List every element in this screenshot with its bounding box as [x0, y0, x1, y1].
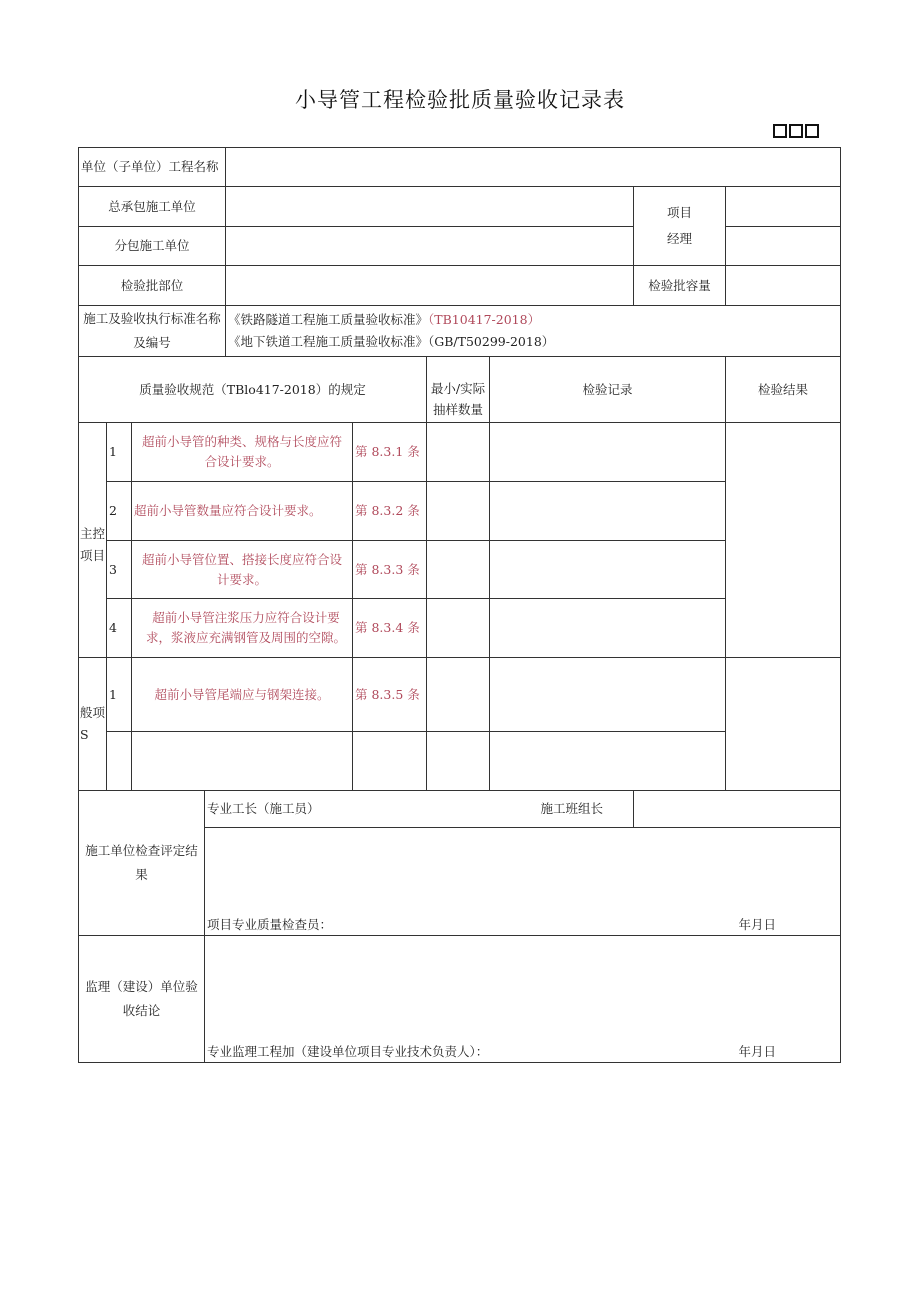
- team-leader-label: 施工班组长: [540, 801, 603, 816]
- general-result-field[interactable]: [725, 657, 841, 791]
- inspection-part-field[interactable]: [225, 265, 634, 306]
- main-item-clause: 第 8.3.4 条: [352, 598, 427, 658]
- main-control-result-field[interactable]: [725, 422, 841, 658]
- general-label: 般项 S: [78, 657, 107, 791]
- batch-capacity-label: 检验批容量: [633, 265, 726, 306]
- main-item-sample-field[interactable]: [426, 540, 490, 599]
- main-item-sample-field[interactable]: [426, 598, 490, 658]
- standard-label: 施工及验收执行标准名称 及编号: [78, 305, 226, 357]
- sub-contractor-label: 分包施工单位: [78, 226, 226, 266]
- standard-2: 《地下铁道工程施工质量验收标准》（GB/T50299-2018）: [228, 334, 555, 349]
- main-item-text: 超前小导管数量应符合设计要求。: [131, 481, 353, 541]
- general-item-sample-field[interactable]: [426, 657, 490, 732]
- engineer-label: 专业监理工程加（建设单位项目专业技术负责人）：: [207, 1044, 489, 1059]
- main-item-text: 超前小导管注浆压力应符合设计要求，浆液应充满钢管及周围的空隙。: [131, 598, 353, 658]
- form-code-boxes: [773, 124, 819, 138]
- contractor-date-label: 年月日: [738, 917, 776, 932]
- main-item-clause: 第 8.3.1 条: [352, 422, 427, 482]
- general-empty-clause[interactable]: [352, 731, 427, 791]
- main-item-no: 4: [106, 598, 132, 658]
- sub-contractor-field[interactable]: [225, 226, 634, 266]
- team-leader-field[interactable]: [633, 790, 841, 828]
- supervisor-conclusion-field[interactable]: [204, 935, 841, 1063]
- general-empty-text[interactable]: [131, 731, 353, 791]
- general-empty-no[interactable]: [106, 731, 132, 791]
- project-manager-field-2[interactable]: [725, 226, 841, 266]
- main-item-sample-field[interactable]: [426, 481, 490, 541]
- spec-column-header: 质量验收规范（TBlo417-2018）的规定: [78, 356, 427, 423]
- general-contractor-label: 总承包施工单位: [78, 186, 226, 227]
- general-item-no: 1: [106, 657, 132, 732]
- standards-field: [225, 305, 841, 357]
- main-item-clause: 第 8.3.3 条: [352, 540, 427, 599]
- sample-column-header: 最小/实际 抽样数量: [426, 356, 490, 423]
- main-item-record-field[interactable]: [489, 422, 726, 482]
- general-item-clause: 第 8.3.5 条: [352, 657, 427, 732]
- general-item-record-field[interactable]: [489, 657, 726, 732]
- general-contractor-field[interactable]: [225, 186, 634, 227]
- page-title: 小导管工程检验批质量验收记录表: [295, 88, 625, 112]
- unit-name-label: 单位（子单位）工程名称: [78, 147, 226, 187]
- standard-1-name: 《铁路隧道工程施工质量验收标准》: [228, 312, 429, 327]
- inspection-part-label: 检验批部位: [78, 265, 226, 306]
- main-item-text: 超前小导管的种类、规格与长度应符合设计要求。: [131, 422, 353, 482]
- main-item-no: 2: [106, 481, 132, 541]
- code-box[interactable]: [789, 124, 803, 138]
- standard-1-code: （TB10417-2018）: [428, 312, 541, 327]
- main-item-text: 超前小导管位置、搭接长度应符合设计要求。: [131, 540, 353, 599]
- project-manager-label: 项目 经理: [633, 186, 726, 266]
- contractor-check-field[interactable]: [204, 827, 841, 936]
- code-box[interactable]: [773, 124, 787, 138]
- contractor-check-label: 施工单位检查评定结果: [78, 790, 205, 936]
- main-item-no: 1: [106, 422, 132, 482]
- result-column-header: 检验结果: [725, 356, 841, 423]
- inspector-label: 项目专业质量检查员：: [207, 917, 333, 932]
- general-item-text: 超前小导管尾端应与钢架连接。: [131, 657, 353, 732]
- unit-name-field[interactable]: [225, 147, 841, 187]
- main-item-record-field[interactable]: [489, 598, 726, 658]
- supervisor-label: 监理（建设）单位验收结论: [78, 935, 205, 1063]
- main-item-no: 3: [106, 540, 132, 599]
- batch-capacity-field[interactable]: [725, 265, 841, 306]
- main-item-record-field[interactable]: [489, 481, 726, 541]
- record-column-header: 检验记录: [489, 356, 726, 423]
- code-boxes-text: [773, 124, 774, 125]
- main-item-record-field[interactable]: [489, 540, 726, 599]
- general-empty-sample-field[interactable]: [426, 731, 490, 791]
- main-control-label: 主控 项目: [78, 422, 107, 658]
- code-box[interactable]: [805, 124, 819, 138]
- main-item-clause: 第 8.3.2 条: [352, 481, 427, 541]
- general-empty-record-field[interactable]: [489, 731, 726, 791]
- supervisor-date-label: 年月日: [738, 1044, 776, 1059]
- project-manager-field-1[interactable]: [725, 186, 841, 227]
- foreman-label: 专业工长（施工员） 施工班组长: [204, 790, 634, 828]
- main-item-sample-field[interactable]: [426, 422, 490, 482]
